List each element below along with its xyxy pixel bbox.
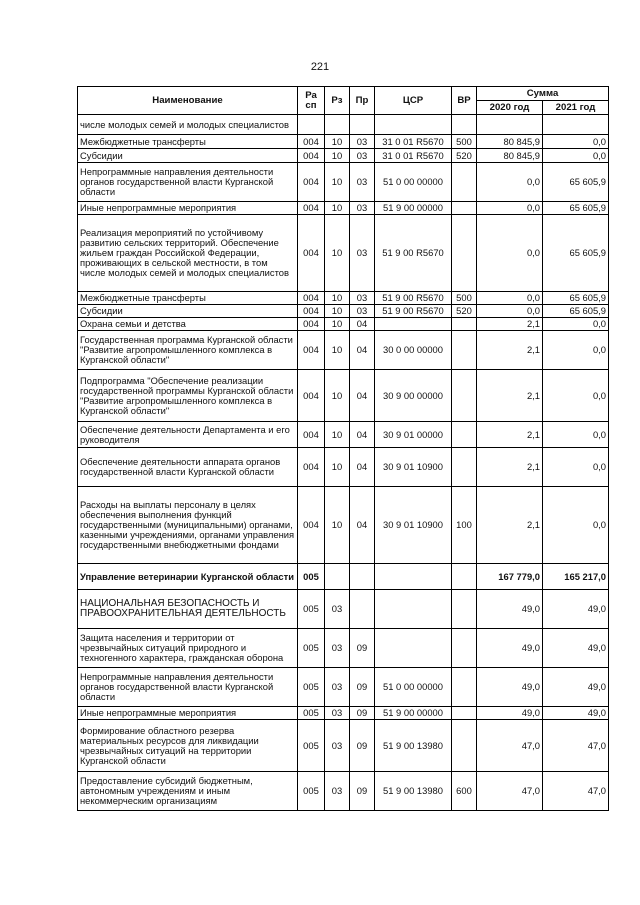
sum-2021-cell: 0,0: [543, 448, 609, 487]
vr-cell: [452, 590, 477, 629]
vr-cell: [452, 422, 477, 448]
rz-cell: 03: [325, 590, 350, 629]
csr-cell: 31 0 01 R5670: [375, 149, 452, 163]
table-row: [78, 487, 609, 564]
table-row: [78, 318, 609, 331]
csr-cell: 51 0 00 00000: [375, 668, 452, 707]
header-sum: Сумма: [477, 87, 609, 101]
pr-cell: 09: [350, 629, 375, 668]
pr-cell: 09: [350, 707, 375, 720]
vr-cell: 600: [452, 772, 477, 811]
table-row: [78, 135, 609, 149]
vr-cell: 100: [452, 487, 477, 564]
pr-cell: [350, 564, 375, 590]
rasp-cell: 005: [298, 707, 325, 720]
vr-cell: [452, 707, 477, 720]
rasp-cell: 004: [298, 448, 325, 487]
csr-cell: 51 9 00 13980: [375, 720, 452, 772]
vr-cell: [452, 163, 477, 202]
csr-cell: 51 9 00 00000: [375, 707, 452, 720]
sum-2020-cell: 2,1: [477, 318, 543, 331]
rasp-cell: 004: [298, 135, 325, 149]
rasp-cell: 005: [298, 720, 325, 772]
rz-cell: 10: [325, 149, 350, 163]
csr-cell: 51 9 00 R5670: [375, 292, 452, 305]
sum-2020-cell: 0,0: [477, 305, 543, 318]
header-csr: ЦСР: [375, 87, 452, 115]
rasp-cell: 005: [298, 629, 325, 668]
rz-cell: 10: [325, 318, 350, 331]
sum-2021-cell: 0,0: [543, 370, 609, 422]
rz-cell: 03: [325, 772, 350, 811]
csr-cell: 31 0 01 R5670: [375, 135, 452, 149]
rz-cell: 10: [325, 448, 350, 487]
sum-2021-cell: 0,0: [543, 422, 609, 448]
rasp-cell: 004: [298, 370, 325, 422]
sum-2021-cell: 0,0: [543, 331, 609, 370]
name-cell: Обеспечение деятельности аппарата органов государственной власти Курганской области: [78, 448, 298, 487]
rz-cell: 10: [325, 331, 350, 370]
sum-2021-cell: 65 605,9: [543, 215, 609, 292]
rasp-cell: 004: [298, 215, 325, 292]
table-row: [78, 149, 609, 163]
table-row: [78, 564, 609, 590]
sum-2020-cell: 80 845,9: [477, 149, 543, 163]
vr-cell: [452, 215, 477, 292]
sum-2021-cell: 165 217,0: [543, 564, 609, 590]
rz-cell: 10: [325, 163, 350, 202]
rasp-cell: 004: [298, 149, 325, 163]
csr-cell: 51 9 00 00000: [375, 202, 452, 215]
pr-cell: [350, 590, 375, 629]
rz-cell: 10: [325, 135, 350, 149]
rasp-cell: 005: [298, 668, 325, 707]
sum-2020-cell: 0,0: [477, 163, 543, 202]
rasp-cell: [298, 115, 325, 135]
sum-2021-cell: 0,0: [543, 318, 609, 331]
table-row: [78, 590, 609, 629]
vr-cell: 520: [452, 149, 477, 163]
sum-2020-cell: 2,1: [477, 448, 543, 487]
pr-cell: 03: [350, 135, 375, 149]
rz-cell: 10: [325, 305, 350, 318]
sum-2021-cell: 0,0: [543, 135, 609, 149]
sum-2020-cell: 47,0: [477, 720, 543, 772]
vr-cell: 500: [452, 292, 477, 305]
name-cell: НАЦИОНАЛЬНАЯ БЕЗОПАСНОСТЬ И ПРАВООХРАНИТЕЛЬНАЯ ДЕЯТЕЛЬНОСТЬ: [78, 590, 298, 629]
rasp-cell: 004: [298, 292, 325, 305]
vr-cell: [452, 115, 477, 135]
csr-cell: 51 9 00 R5670: [375, 215, 452, 292]
table-row: [78, 668, 609, 707]
name-cell: Подпрограмма "Обеспечение реализации государственной программы Курганской области "Развитие агропромышленного комплекса в Курганской области": [78, 370, 298, 422]
table-row: [78, 772, 609, 811]
table-row: [78, 629, 609, 668]
vr-cell: [452, 331, 477, 370]
pr-cell: 03: [350, 163, 375, 202]
vr-cell: [452, 202, 477, 215]
rz-cell: 10: [325, 370, 350, 422]
header-pr: Пр: [350, 87, 375, 115]
header-rz: Рз: [325, 87, 350, 115]
vr-cell: [452, 564, 477, 590]
name-cell: Непрограммные направления деятельности органов государственной власти Курганской области: [78, 668, 298, 707]
pr-cell: 04: [350, 370, 375, 422]
header-name: Наименование: [78, 87, 298, 115]
pr-cell: 03: [350, 215, 375, 292]
header-vr: ВР: [452, 87, 477, 115]
pr-cell: 03: [350, 292, 375, 305]
sum-2020-cell: 49,0: [477, 629, 543, 668]
rz-cell: 03: [325, 720, 350, 772]
csr-cell: 30 0 00 00000: [375, 331, 452, 370]
table-row: [78, 448, 609, 487]
rasp-cell: 005: [298, 564, 325, 590]
pr-cell: [350, 115, 375, 135]
name-cell: числе молодых семей и молодых специалистов: [78, 115, 298, 135]
vr-cell: [452, 720, 477, 772]
rasp-cell: 004: [298, 487, 325, 564]
name-cell: Государственная программа Курганской области "Развитие агропромышленного комплекса в Курганской области": [78, 331, 298, 370]
sum-2020-cell: 0,0: [477, 292, 543, 305]
sum-2020-cell: 49,0: [477, 590, 543, 629]
pr-cell: 09: [350, 668, 375, 707]
rasp-cell: 004: [298, 163, 325, 202]
name-cell: Иные непрограммные мероприятия: [78, 202, 298, 215]
sum-2021-cell: [543, 115, 609, 135]
rasp-cell: 004: [298, 305, 325, 318]
csr-cell: [375, 629, 452, 668]
rz-cell: 10: [325, 202, 350, 215]
sum-2020-cell: 0,0: [477, 202, 543, 215]
page-number: 221: [310, 61, 330, 73]
sum-2021-cell: 65 605,9: [543, 163, 609, 202]
sum-2021-cell: 47,0: [543, 720, 609, 772]
pr-cell: 09: [350, 772, 375, 811]
vr-cell: [452, 668, 477, 707]
sum-2021-cell: 65 605,9: [543, 292, 609, 305]
sum-2020-cell: [477, 115, 543, 135]
name-cell: Субсидии: [78, 149, 298, 163]
name-cell: Субсидии: [78, 305, 298, 318]
pr-cell: 04: [350, 487, 375, 564]
sum-2021-cell: 65 605,9: [543, 202, 609, 215]
rasp-cell: 004: [298, 331, 325, 370]
pr-cell: 04: [350, 331, 375, 370]
sum-2020-cell: 80 845,9: [477, 135, 543, 149]
csr-cell: 30 9 01 00000: [375, 422, 452, 448]
header-rasp: Ра сп: [298, 87, 325, 115]
name-cell: Управление ветеринарии Курганской области: [78, 564, 298, 590]
vr-cell: [452, 448, 477, 487]
name-cell: Непрограммные направления деятельности органов государственной власти Курганской области: [78, 163, 298, 202]
vr-cell: 520: [452, 305, 477, 318]
sum-2021-cell: 49,0: [543, 590, 609, 629]
table-row: [78, 115, 609, 135]
pr-cell: 09: [350, 720, 375, 772]
name-cell: Обеспечение деятельности Департамента и его руководителя: [78, 422, 298, 448]
sum-2021-cell: 49,0: [543, 668, 609, 707]
csr-cell: 51 9 00 13980: [375, 772, 452, 811]
header-2021: 2021 год: [543, 101, 609, 115]
rz-cell: 10: [325, 422, 350, 448]
pr-cell: 03: [350, 305, 375, 318]
sum-2020-cell: 2,1: [477, 422, 543, 448]
sum-2021-cell: 49,0: [543, 629, 609, 668]
rasp-cell: 005: [298, 590, 325, 629]
csr-cell: [375, 564, 452, 590]
table-row: [78, 422, 609, 448]
vr-cell: [452, 629, 477, 668]
name-cell: Охрана семьи и детства: [78, 318, 298, 331]
name-cell: Предоставление субсидий бюджетным, автономным учреждениям и иным некоммерческим организациям: [78, 772, 298, 811]
vr-cell: [452, 318, 477, 331]
vr-cell: 500: [452, 135, 477, 149]
table-row: [78, 292, 609, 305]
csr-cell: [375, 590, 452, 629]
name-cell: Иные непрограммные мероприятия: [78, 707, 298, 720]
sum-2020-cell: 2,1: [477, 331, 543, 370]
table-row: [78, 215, 609, 292]
rz-cell: 03: [325, 629, 350, 668]
csr-cell: 51 0 00 00000: [375, 163, 452, 202]
table-row: [78, 370, 609, 422]
rz-cell: 03: [325, 668, 350, 707]
csr-cell: 30 9 00 00000: [375, 370, 452, 422]
sum-2020-cell: 49,0: [477, 668, 543, 707]
rz-cell: 10: [325, 292, 350, 305]
sum-2020-cell: 49,0: [477, 707, 543, 720]
pr-cell: 04: [350, 318, 375, 331]
rz-cell: [325, 115, 350, 135]
name-cell: Расходы на выплаты персоналу в целях обеспечения выполнения функций государственными (муниципальными) органами, казенными учреждениями, органами управления государственными внебюджетными фондами: [78, 487, 298, 564]
table-row: [78, 720, 609, 772]
sum-2021-cell: 49,0: [543, 707, 609, 720]
rasp-cell: 004: [298, 318, 325, 331]
csr-cell: 30 9 01 10900: [375, 487, 452, 564]
sum-2020-cell: 167 779,0: [477, 564, 543, 590]
sum-2021-cell: 47,0: [543, 772, 609, 811]
pr-cell: 03: [350, 149, 375, 163]
table-row: [78, 163, 609, 202]
header-2020: 2020 год: [477, 101, 543, 115]
name-cell: Межбюджетные трансферты: [78, 135, 298, 149]
sum-2021-cell: 65 605,9: [543, 305, 609, 318]
rz-cell: 03: [325, 707, 350, 720]
budget-table: [77, 86, 609, 811]
sum-2020-cell: 2,1: [477, 370, 543, 422]
vr-cell: [452, 370, 477, 422]
rz-cell: [325, 564, 350, 590]
sum-2021-cell: 0,0: [543, 149, 609, 163]
pr-cell: 04: [350, 448, 375, 487]
csr-cell: [375, 115, 452, 135]
sum-2020-cell: 0,0: [477, 215, 543, 292]
csr-cell: [375, 318, 452, 331]
table-row: [78, 202, 609, 215]
rasp-cell: 004: [298, 202, 325, 215]
csr-cell: 51 9 00 R5670: [375, 305, 452, 318]
rz-cell: 10: [325, 487, 350, 564]
name-cell: Межбюджетные трансферты: [78, 292, 298, 305]
pr-cell: 03: [350, 202, 375, 215]
rasp-cell: 005: [298, 772, 325, 811]
sum-2021-cell: 0,0: [543, 487, 609, 564]
name-cell: Реализация мероприятий по устойчивому развитию сельских территорий. Обеспечение жильем граждан Российской Федерации, проживающих в сельской местности, в том числе молодых семей и молодых специалистов: [78, 215, 298, 292]
sum-2020-cell: 2,1: [477, 487, 543, 564]
rasp-cell: 004: [298, 422, 325, 448]
pr-cell: 04: [350, 422, 375, 448]
table-row: [78, 305, 609, 318]
rz-cell: 10: [325, 215, 350, 292]
name-cell: Формирование областного резерва материальных ресурсов для ликвидации чрезвычайных ситуаций на территории Курганской области: [78, 720, 298, 772]
name-cell: Защита населения и территории от чрезвычайных ситуаций природного и техногенного характера, гражданская оборона: [78, 629, 298, 668]
sum-2020-cell: 47,0: [477, 772, 543, 811]
table-row: [78, 707, 609, 720]
table-row: [78, 331, 609, 370]
csr-cell: 30 9 01 10900: [375, 448, 452, 487]
table-body: [78, 115, 609, 811]
